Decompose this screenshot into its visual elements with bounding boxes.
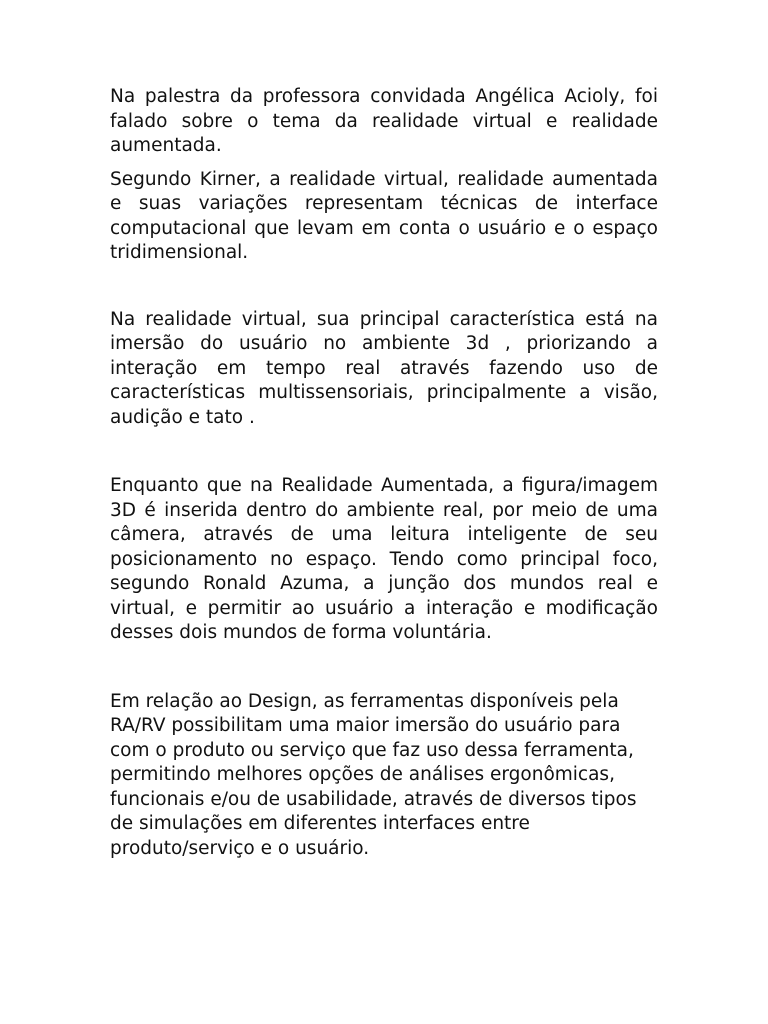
paragraph-virtual-reality: Na realidade virtual, sua principal característica está na imersão do usuário no ambiente 3d , priorizando a interação em tempo real através fazendo uso de características multissensoriais, principalmente a visão, audição e tato . (110, 308, 658, 428)
paragraph-intro: Na palestra da professora convidada Angélica Acioly, foi falado sobre o tema da realidade virtual e realidade aumentada. (110, 86, 658, 156)
document-page (110, 85, 658, 861)
paragraph-kirner: Segundo Kirner, a realidade virtual, realidade aumentada e suas variações representam técnicas de interface computacional que levam em conta o usuário e o espaço tridimensional. (110, 168, 658, 263)
paragraph-augmented-reality: Enquanto que na Realidade Aumentada, a figura/imagem 3D é inserida dentro do ambiente real, por meio de uma câmera, através de uma leitura inteligente de seu posicionamento no espaço. Tendo como principal foco, segundo Ronald Azuma, a junção dos mundos real e virtual, e permitir ao usuário a interação e modificação desses dois mundos de forma voluntária. (110, 475, 658, 643)
paragraph-design: Em relação ao Design, as ferramentas disponíveis pela RA/RV possibilitam uma maior imersão do usuário para com o produto ou serviço que faz uso dessa ferramenta, permitindo melhores opções de análises ergonômicas, funcionais e/ou de usabilidade, através de diversos tipos de simulações em diferentes interfaces entre produto/serviço e o usuário. (110, 690, 637, 859)
